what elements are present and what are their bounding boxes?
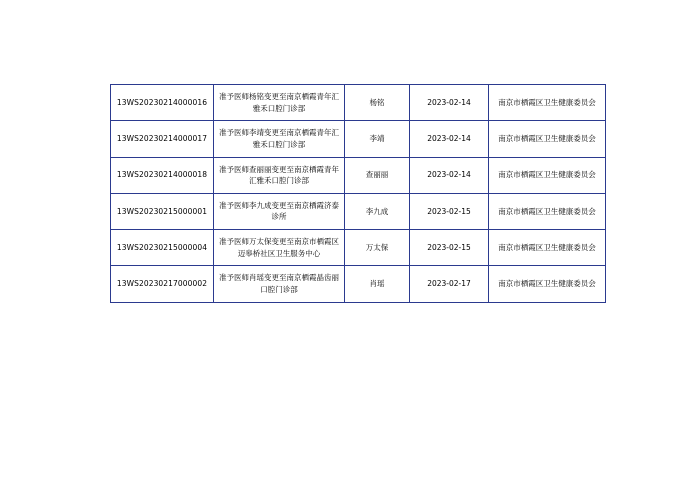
cell-organization: 南京市栖霞区卫生健康委员会	[489, 121, 606, 157]
cell-name: 万太保	[345, 230, 410, 266]
cell-date: 2023-02-15	[410, 193, 489, 229]
table-row	[111, 230, 606, 266]
cell-matter: 准予医师杨铭变更至南京栖霞青年汇雅禾口腔门诊部	[214, 85, 345, 121]
cell-organization: 南京市栖霞区卫生健康委员会	[489, 266, 606, 302]
approval-records-table	[110, 84, 606, 303]
table-row	[111, 157, 606, 193]
cell-code: 13WS20230217000002	[111, 266, 214, 302]
cell-matter: 准予医师李靖变更至南京栖霞青年汇雅禾口腔门诊部	[214, 121, 345, 157]
cell-name: 肖瑶	[345, 266, 410, 302]
cell-code: 13WS20230214000018	[111, 157, 214, 193]
cell-code: 13WS20230215000004	[111, 230, 214, 266]
cell-name: 杨铭	[345, 85, 410, 121]
table-row	[111, 193, 606, 229]
cell-matter: 准予医师李九成变更至南京栖霞济泰诊所	[214, 193, 345, 229]
cell-matter: 准予医师查丽丽变更至南京栖霞青年汇雅禾口腔门诊部	[214, 157, 345, 193]
cell-code: 13WS20230214000017	[111, 121, 214, 157]
cell-code: 13WS20230215000001	[111, 193, 214, 229]
cell-name: 查丽丽	[345, 157, 410, 193]
table-row	[111, 266, 606, 302]
cell-organization: 南京市栖霞区卫生健康委员会	[489, 157, 606, 193]
table-row	[111, 121, 606, 157]
cell-date: 2023-02-17	[410, 266, 489, 302]
cell-code: 13WS20230214000016	[111, 85, 214, 121]
cell-name: 李九成	[345, 193, 410, 229]
cell-date: 2023-02-14	[410, 157, 489, 193]
cell-date: 2023-02-14	[410, 85, 489, 121]
cell-matter: 准予医师万太保变更至南京市栖霞区迈皋桥社区卫生服务中心	[214, 230, 345, 266]
cell-date: 2023-02-14	[410, 121, 489, 157]
table-row	[111, 85, 606, 121]
cell-matter: 准予医师肖瑶变更至南京栖霞晶齿丽口腔门诊部	[214, 266, 345, 302]
cell-name: 李靖	[345, 121, 410, 157]
cell-organization: 南京市栖霞区卫生健康委员会	[489, 193, 606, 229]
table-body	[111, 85, 606, 303]
cell-date: 2023-02-15	[410, 230, 489, 266]
cell-organization: 南京市栖霞区卫生健康委员会	[489, 85, 606, 121]
cell-organization: 南京市栖霞区卫生健康委员会	[489, 230, 606, 266]
